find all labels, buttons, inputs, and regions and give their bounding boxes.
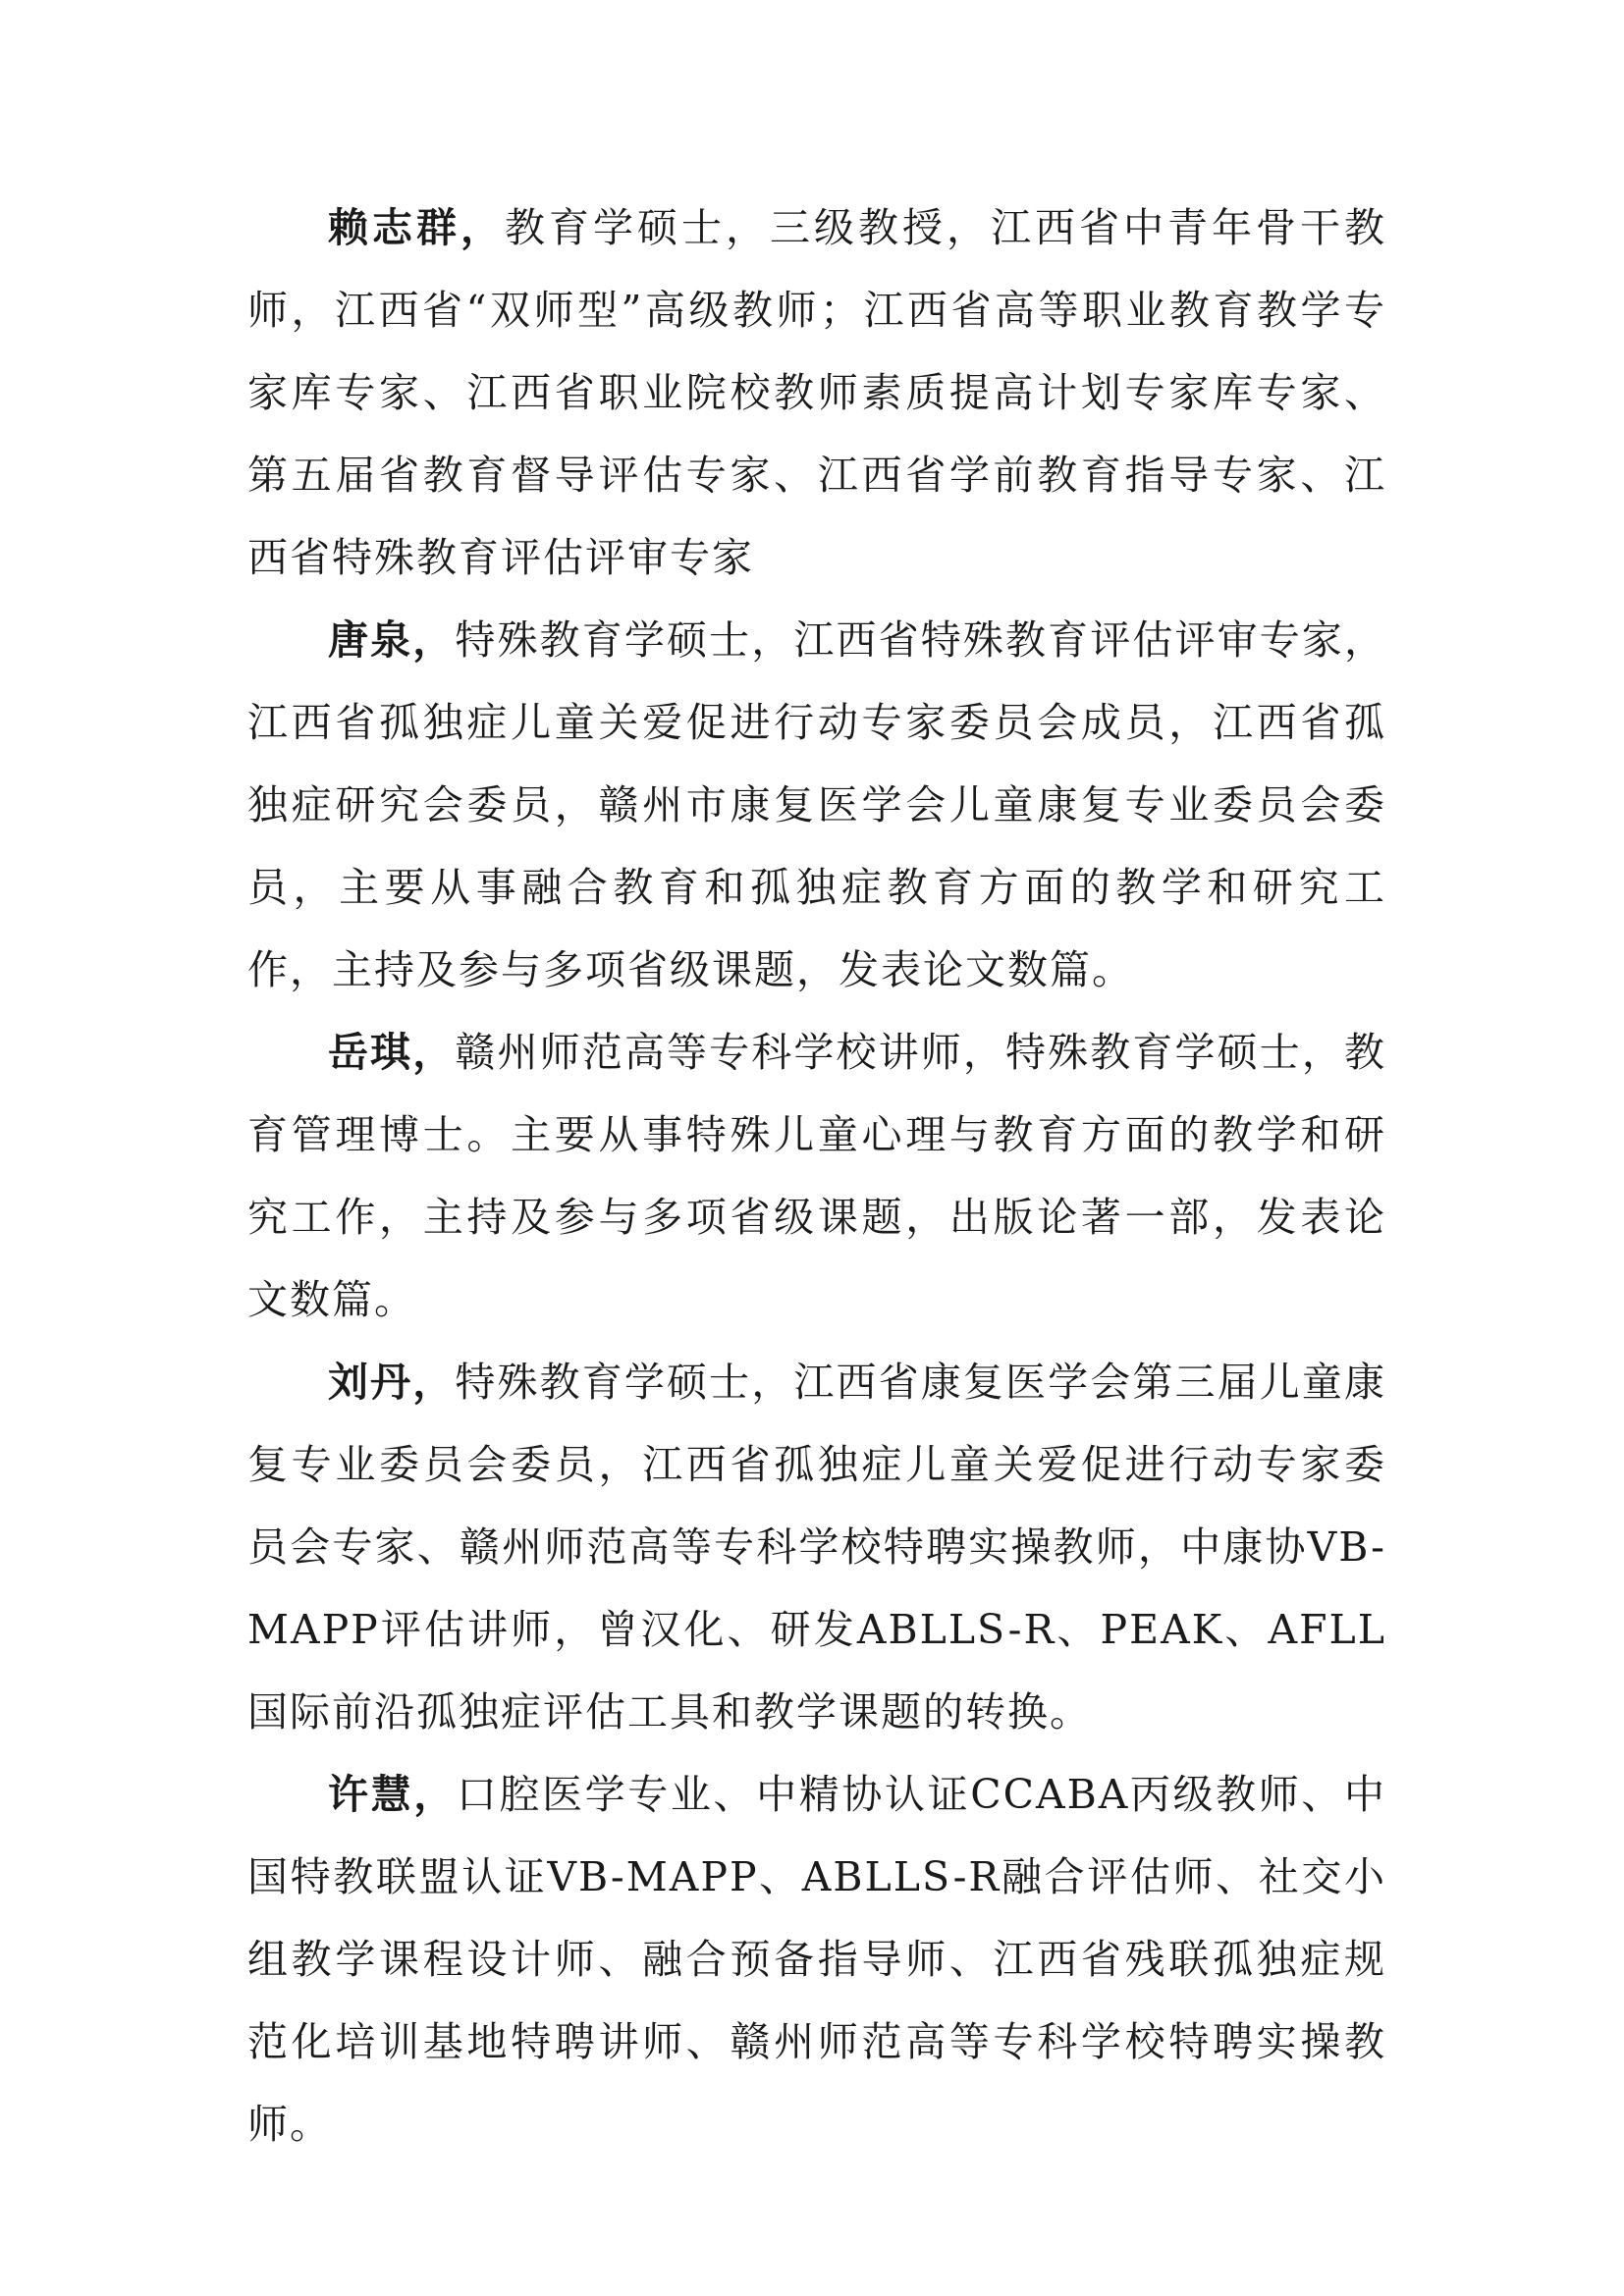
bio-name: 许慧， xyxy=(328,1771,457,1818)
bio-text: 口腔医学专业、中精协认证CCABA丙级教师、中国特教联盟认证VB-MAPP、ABLLS-R融合评估师、社交小组教学课程设计师、融合预备指导师、江西省残联孤独症规范化培训基地特聘讲师、赣州师范高等专科学校特聘实操教师。 xyxy=(247,1771,1386,2148)
bio-name: 岳琪， xyxy=(328,1029,456,1076)
bio-paragraph-tang-quan xyxy=(247,599,1386,1011)
bio-name: 赖志群， xyxy=(328,204,505,251)
bio-paragraph-lai-zhiqun xyxy=(247,187,1386,599)
bio-name: 刘丹， xyxy=(328,1359,456,1406)
bio-text: 特殊教育学硕士，江西省特殊教育评估评审专家，江西省孤独症儿童关爱促进行动专家委员会成员，江西省孤独症研究会委员，赣州市康复医学会儿童康复专业委员会委员，主要从事融合教育和孤独症教育方面的教学和研究工作，主持及参与多项省级课题，发表论文数篇。 xyxy=(247,616,1386,993)
bio-text: 教育学硕士，三级教授，江西省中青年骨干教师，江西省“双师型”高级教师；江西省高等职业教育教学专家库专家、江西省职业院校教师素质提高计划专家库专家、第五届省教育督导评估专家、江西省学前教育指导专家、江西省特殊教育评估评审专家 xyxy=(247,204,1386,581)
bio-paragraph-liu-dan xyxy=(247,1341,1386,1753)
bio-paragraph-xu-hui xyxy=(247,1753,1386,2165)
bio-paragraph-yue-qi xyxy=(247,1011,1386,1341)
bio-text: 特殊教育学硕士，江西省康复医学会第三届儿童康复专业委员会委员，江西省孤独症儿童关爱促进行动专家委员会专家、赣州师范高等专科学校特聘实操教师，中康协VB-MAPP评估讲师，曾汉化、研发ABLLS-R、PEAK、AFLL国际前沿孤独症评估工具和教学课题的转换。 xyxy=(247,1359,1386,1735)
bio-text: 赣州师范高等专科学校讲师，特殊教育学硕士，教育管理博士。主要从事特殊儿童心理与教育方面的教学和研究工作，主持及参与多项省级课题，出版论著一部，发表论文数篇。 xyxy=(247,1029,1386,1323)
bio-list xyxy=(247,187,1386,2165)
bio-name: 唐泉， xyxy=(328,616,456,664)
